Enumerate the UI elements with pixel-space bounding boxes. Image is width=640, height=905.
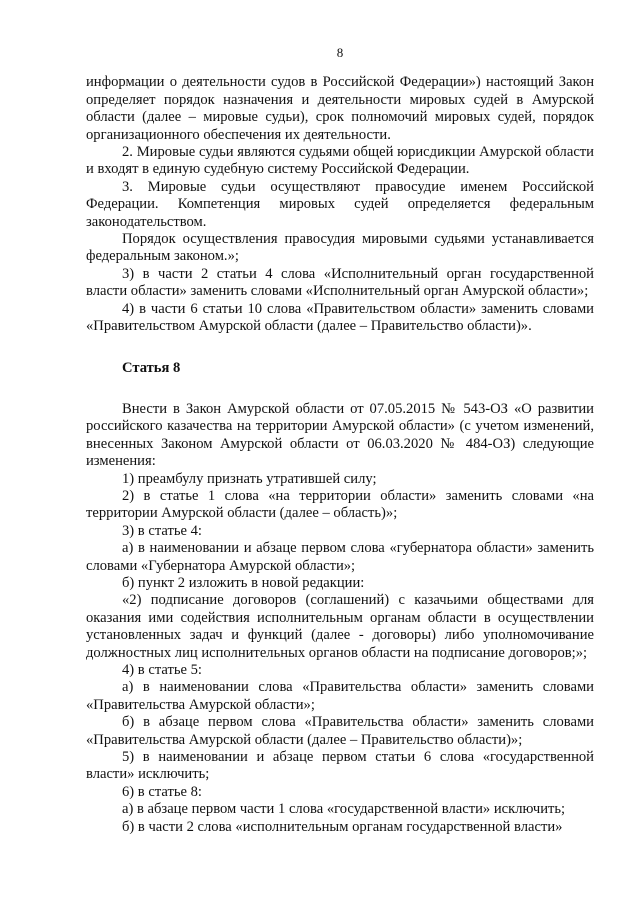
list-item: 3) в статье 4: xyxy=(122,522,202,539)
list-item: 2) в статье 1 слова «на территории области» заменить словами «на территории Амурской области (далее – область)»; xyxy=(86,487,594,522)
list-item: 4) в статье 5: xyxy=(122,662,202,678)
list-item: 6) в статье 8: xyxy=(122,783,202,800)
paragraph: Внести в Закон Амурской области от 07.05.2015 № 543-ОЗ «О развитии российского казачества на территории Амурской области» (с учетом изменений, внесенных Законом Амурской области от 06.03.2020 № 484-ОЗ) следующие изменения: xyxy=(86,400,594,470)
list-item: а) в наименовании и абзаце первом слова «губернатора области» заменить словами «Губернатора Амурской области»; xyxy=(86,540,594,574)
paragraph: 2. Мировые судьи являются судьями общей юрисдикции Амурской области и входят в единую судебную систему Российской Федерации. xyxy=(86,144,594,178)
top-section xyxy=(86,74,594,335)
list-item: 5) в наименовании и абзаце первом статьи 6 слова «государственной власти» исключить; xyxy=(86,749,594,783)
paragraph: 4) в части 6 статьи 10 слова «Правительством области» заменить словами «Правительством Амурской области (далее – Правительство области)». xyxy=(86,300,594,335)
list-item: б) в части 2 слова «исполнительным органам государственной власти» xyxy=(122,818,563,835)
list-item: а) в абзаце первом части 1 слова «государственной власти» исключить; xyxy=(122,801,566,818)
list-item: 1) преамбулу признать утратившей силу; xyxy=(122,470,377,487)
paragraph: 3. Мировые судьи осуществляют правосудие именем Российской Федерации. Компетенция мировых судей определяется федеральным законодательством. xyxy=(86,178,594,230)
article-heading: Статья 8 xyxy=(122,359,181,376)
page-number: 8 xyxy=(336,45,344,60)
list-item: б) пункт 2 изложить в новой редакции: xyxy=(122,574,365,591)
list-item: б) в абзаце первом слова «Правительства области» заменить словами «Правительства Амурской области (далее – Правительство области)»; xyxy=(86,714,594,748)
paragraph: 3) в части 2 статьи 4 слова «Исполнительный орган государственной власти области» заменить словами «Исполнительный орган Амурской области»; xyxy=(86,265,594,300)
list-item: а) в наименовании слова «Правительства области» заменить словами «Правительства Амурской области»; xyxy=(86,679,594,713)
quoted-paragraph: «2) подписание договоров (соглашений) с казачьими обществами для оказания ими содействия исполнительным органам области в осуществлении установленных задач и функций (далее - договоры) либо уполномочивание должностных лиц исполнительных органов области на подписание договоров;»; xyxy=(86,592,594,661)
paragraph: Порядок осуществления правосудия мировыми судьями устанавливается федеральным законом.»; xyxy=(86,231,594,265)
paragraph: информации о деятельности судов в Российской Федерации») настоящий Закон определяет порядок назначения и деятельности мировых судей в Амурской области (далее – мировые судьи), срок полномочий мировых судей, порядок организационного обеспечения их деятельности. xyxy=(86,74,594,143)
article-section xyxy=(86,401,594,836)
